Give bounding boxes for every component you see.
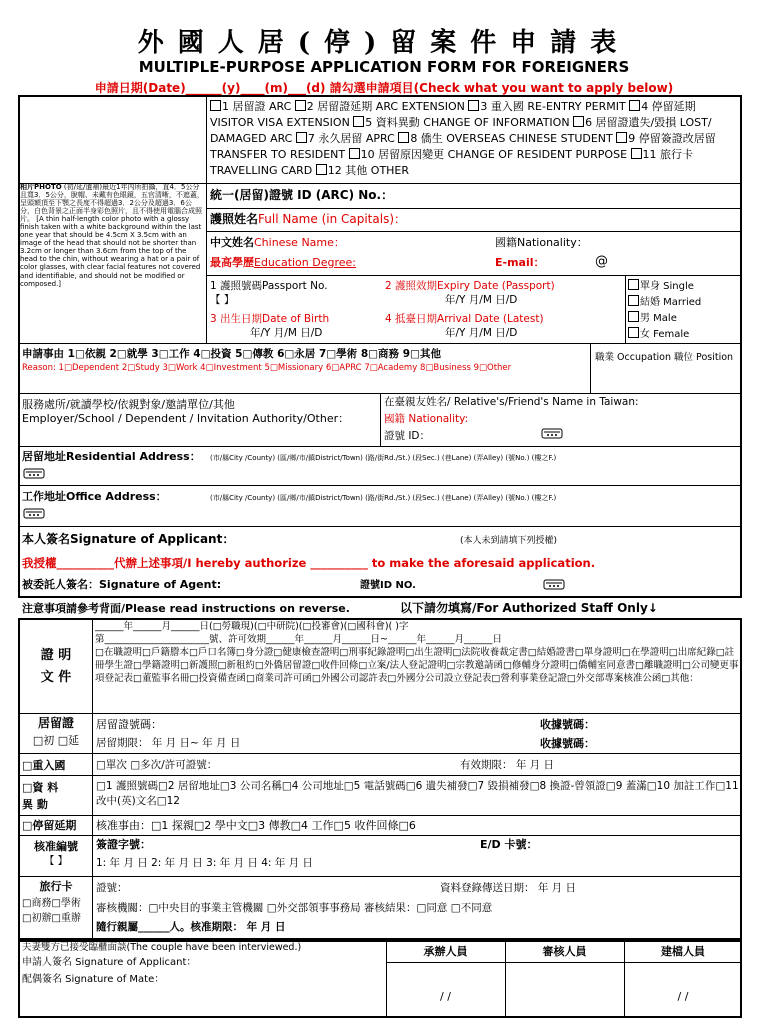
relative-name-field[interactable]: 在臺親友姓名/ Relative's/Friend's Name in Taiwan:: [384, 396, 639, 408]
reentry-label[interactable]: □重入國: [22, 759, 66, 772]
apply-item-3[interactable]: 3 重入國 RE-ENTRY PERMIT: [468, 100, 625, 113]
female-option[interactable]: 女 Female: [628, 327, 738, 343]
apply-item-10[interactable]: 10 居留原因變更 CHANGE OF RESIDENT PURPOSE: [349, 148, 627, 161]
nationality-field[interactable]: 國籍Nationality：: [495, 236, 588, 249]
relative-nationality-field[interactable]: 國籍 Nationality:: [384, 413, 469, 425]
apply-item-5[interactable]: 5 資料異動 CHANGE OF INFORMATION: [353, 116, 569, 129]
handler-date[interactable]: / /: [440, 990, 451, 1003]
stay-extension-text[interactable]: 核准事由：□1 探親□2 學中文□3 傳教□4 工作□5 收件回條□6: [96, 819, 416, 832]
receipt-no-2[interactable]: 收據號碼：: [540, 737, 595, 750]
photo-note-en: [A thin half-length color photo with a glossy finish taken with a white background within the last one year that should be 4.5cm X 3.5cm with an image of the head that should not be shorter than 3.2cm or longer than 3.6cm from the top of the head to the chin, without wearing a hat or a pair of color glasses, with clear facial features not covered and identifiable, and should not be modified or composed.]: [20, 215, 202, 288]
authorize-note: (本人未到請填下列授權): [460, 536, 558, 546]
arc-staff-label: 居留證: [37, 716, 74, 730]
office-address-parts: (市/縣City /County) (區/鄉/市/鎮District/Town) (路/街Rd./St.) (段Sec.) (巷Lane) (弄Alley) (號No.) (樓之F.): [210, 494, 557, 502]
data-change-text[interactable]: □1 護照號碼□2 居留地址□3 公司名稱□4 公司地址□5 電話號碼□6 遺失補發□7 毀損補發□8 換證-曾領證□9 蓋滿□10 加註工作□11 改中(英)文名□12: [96, 780, 739, 807]
data-change-label[interactable]: □資 料 異 動: [22, 781, 59, 811]
companion-count[interactable]: 隨行親屬______人。核准期限： 年 月 日: [96, 921, 286, 933]
data-send-date[interactable]: 資料登錄傳送日期： 年 月 日: [440, 882, 577, 894]
reason-field[interactable]: 申請事由 1□依親 2□就學 3□工作 4□投資 5□傳教 6□永居 7□學術 8□商務 9□其他 Reason: 1□Dependent 2□Study 3□Work 4□Investment 5□Missionary 6□APRC 7□Academy 8□Business 9□Other: [22, 348, 512, 373]
marital-gender: [628, 279, 738, 343]
single-option[interactable]: 單身 Single: [628, 279, 738, 295]
apply-items: [210, 99, 738, 183]
mate-sig-staff[interactable]: 配偶簽名 Signature of Mate：: [22, 974, 165, 985]
arrival-date-field[interactable]: 4 抵臺日期Arrival Date (Latest) 年/Y 月/M 日/D: [385, 313, 544, 339]
apply-item-9[interactable]: 9 停留簽證改居留 TRANSFER TO RESIDENT: [210, 132, 716, 161]
handler-label: 承辦人員: [423, 945, 468, 958]
review-org[interactable]: 審核機關：□中央目的事業主管機關 □外交部領事事務局 審核結果：□同意 □不同意: [96, 902, 493, 914]
passport-name-field[interactable]: 護照姓名Full Name (in Capitals)：: [210, 212, 407, 226]
reentry-valid[interactable]: 有效期限： 年 月 日: [460, 759, 555, 771]
arc-no-field[interactable]: 統一(居留)證號 ID (ARC) No.：: [210, 188, 394, 202]
apply-item-12[interactable]: 12 其他 OTHER: [316, 164, 409, 177]
phone-icon-agent: [542, 577, 568, 596]
married-option[interactable]: 結婚 Married: [628, 295, 738, 311]
form-title-english: MULTIPLE-PURPOSE APPLICATION FORM FOR FOREIGNERS: [138, 58, 630, 76]
travel-card-options[interactable]: □商務□學術 □初辦□重辦: [22, 898, 81, 924]
birth-date-field[interactable]: 3 出生日期Date of Birth 年/Y 月/M 日/D: [210, 313, 330, 339]
cert-label: 證 明 文 件: [40, 648, 72, 685]
residential-address-parts: (市/縣City /County) (區/鄉/市/鎮District/Town) (路/街Rd./St.) (段Sec.) (巷Lane) (弄Alley) (號No.) (樓之F.): [210, 454, 557, 462]
apply-item-7[interactable]: 7 永久居留 APRC: [296, 132, 395, 145]
filer-date[interactable]: / /: [677, 990, 689, 1003]
reviewer-label: 審核人員: [542, 945, 587, 958]
stay-extension-label[interactable]: □停留延期: [22, 819, 77, 832]
occupation-field[interactable]: 職業 Occupation 職位 Position: [595, 352, 734, 363]
phone-icon-office: [22, 506, 48, 525]
authorization-line[interactable]: 我授權__________代辦上述事項/I hereby authorize __________ to make the aforesaid application.: [22, 556, 596, 570]
apply-item-8[interactable]: 8 僑生 OVERSEAS CHINESE STUDENT: [398, 132, 612, 145]
notice-left: 注意事項請參考背面/Please read instructions on reverse.: [22, 602, 350, 615]
travel-card-label: 旅行卡: [39, 880, 73, 893]
reentry-text[interactable]: □單次 □多次/許可證號：: [96, 759, 218, 771]
photo-label: 相片PHOTO: [20, 183, 62, 191]
cert-docs[interactable]: ______年______月______日(□勞職現)(□中研院)(□投審會)(□國科會)( )字 第______________________號、許可效期______年______月______日~______年______月______日 □在職證明□戶籍謄本□戶口名簿□身分證□健康檢查證明□刑事紀錄證明□出生證明□法院收養裁定書□結婚證書□單身證明□在學證明□出席紀錄□註冊學生證□學籍證明□新護照□新租約□外僑居留證□收件回條□立案/法人登記證明□宗教邀請函□修輔身分證明□僑輔室同意書□離職證明□公司變更事項登記表□董監事名冊□投資備查函□商業司許可函□外國公司認許表□外國分公司設立登記表□營利事業登記證□外交部專案核准公函□其他：: [95, 621, 739, 684]
email-at: @: [595, 254, 608, 269]
email-field[interactable]: E-mail：: [495, 256, 545, 269]
photo-note-zh: (初/延/遺補)最近1年內所拍攝，直4．5公分且寬3．5公分，脫帽、未戴有色眼鏡，五官清晰，不遮蓋，呈頭額頂至下顎之長度不得超過3．2公分及超過3．6公分，白色背景之正面半身彩色照片，且不得使用電腦合成照片。: [20, 183, 204, 224]
approve-dates[interactable]: 1: 年 月 日 2: 年 月 日 3: 年 月 日 4: 年 月 日: [96, 857, 313, 869]
form-title-chinese: 外國人居(停)留案件申請表: [137, 28, 631, 58]
education-field[interactable]: 最高學歷Education Degree:: [210, 256, 357, 269]
approve-label: 核准編號: [34, 840, 78, 853]
interview-note: 夫妻雙方已接受臨櫃面談(The couple have been interviewed.): [22, 942, 302, 953]
employer-field[interactable]: 服務處所/就讀學校/依親對象/邀請單位/其他 Employer/School / Dependent / Invitation Authority/Other：: [22, 398, 350, 425]
agent-id-field[interactable]: 證號ID NO.: [360, 580, 416, 591]
apply-item-1[interactable]: 1 居留證 ARC: [210, 100, 291, 113]
apply-item-4[interactable]: 4 停留延期 VISITOR VISA EXTENSION: [210, 100, 696, 129]
office-address-field[interactable]: 工作地址Office Address：: [22, 490, 167, 503]
residential-address-field[interactable]: 居留地址Residential Address：: [22, 450, 201, 463]
apply-item-11[interactable]: 11 旅行卡 TRAVELLING CARD: [210, 148, 694, 177]
apply-item-6[interactable]: 6 居留證遺失/毀損 LOST/ DAMAGED ARC: [210, 116, 712, 145]
phone-icon: [540, 426, 566, 445]
arc-staff-no[interactable]: 居留證號碼：: [96, 718, 162, 731]
arc-staff-options[interactable]: □初 □延: [32, 734, 80, 747]
agent-signature-field[interactable]: 被委託人簽名：Signature of Agent:: [22, 578, 222, 591]
ed-card-no[interactable]: E/D 卡號：: [480, 838, 538, 851]
phone-icon-residential: [22, 466, 48, 485]
apply-date-line[interactable]: 申請日期(Date)______(y)____(m)___(d) 請勾選申請項目(Check what you want to apply below): [94, 81, 674, 95]
travel-card-id[interactable]: 證號：: [96, 882, 128, 894]
visa-no[interactable]: 簽證字號：: [96, 838, 151, 851]
arc-period[interactable]: 居留期限： 年 月 日~ 年 月 日: [96, 737, 241, 749]
apply-item-2[interactable]: 2 居留證延期 ARC EXTENSION: [295, 100, 465, 113]
chinese-name-field[interactable]: 中文姓名Chinese Name：: [210, 236, 345, 249]
notice-right: 以下請勿填寫/For Authorized Staff Only↓: [400, 601, 658, 615]
filer-label: 建檔人員: [661, 945, 705, 958]
approve-bracket[interactable]: 【 】: [44, 856, 68, 867]
relative-id-field[interactable]: 證號 ID：: [384, 430, 431, 442]
applicant-signature-field[interactable]: 本人簽名Signature of Applicant：: [22, 532, 235, 546]
passport-no-field[interactable]: 1 護照號碼Passport No. 【 】: [210, 280, 328, 306]
male-option[interactable]: 男 Male: [628, 311, 738, 327]
photo-box[interactable]: [20, 183, 205, 343]
receipt-no[interactable]: 收據號碼：: [540, 718, 595, 731]
expiry-date-field[interactable]: 2 護照效期Expiry Date (Passport) 年/Y 月/M 日/D: [385, 280, 555, 306]
applicant-sig-staff[interactable]: 申請人簽名 Signature of Applicant：: [22, 957, 197, 968]
